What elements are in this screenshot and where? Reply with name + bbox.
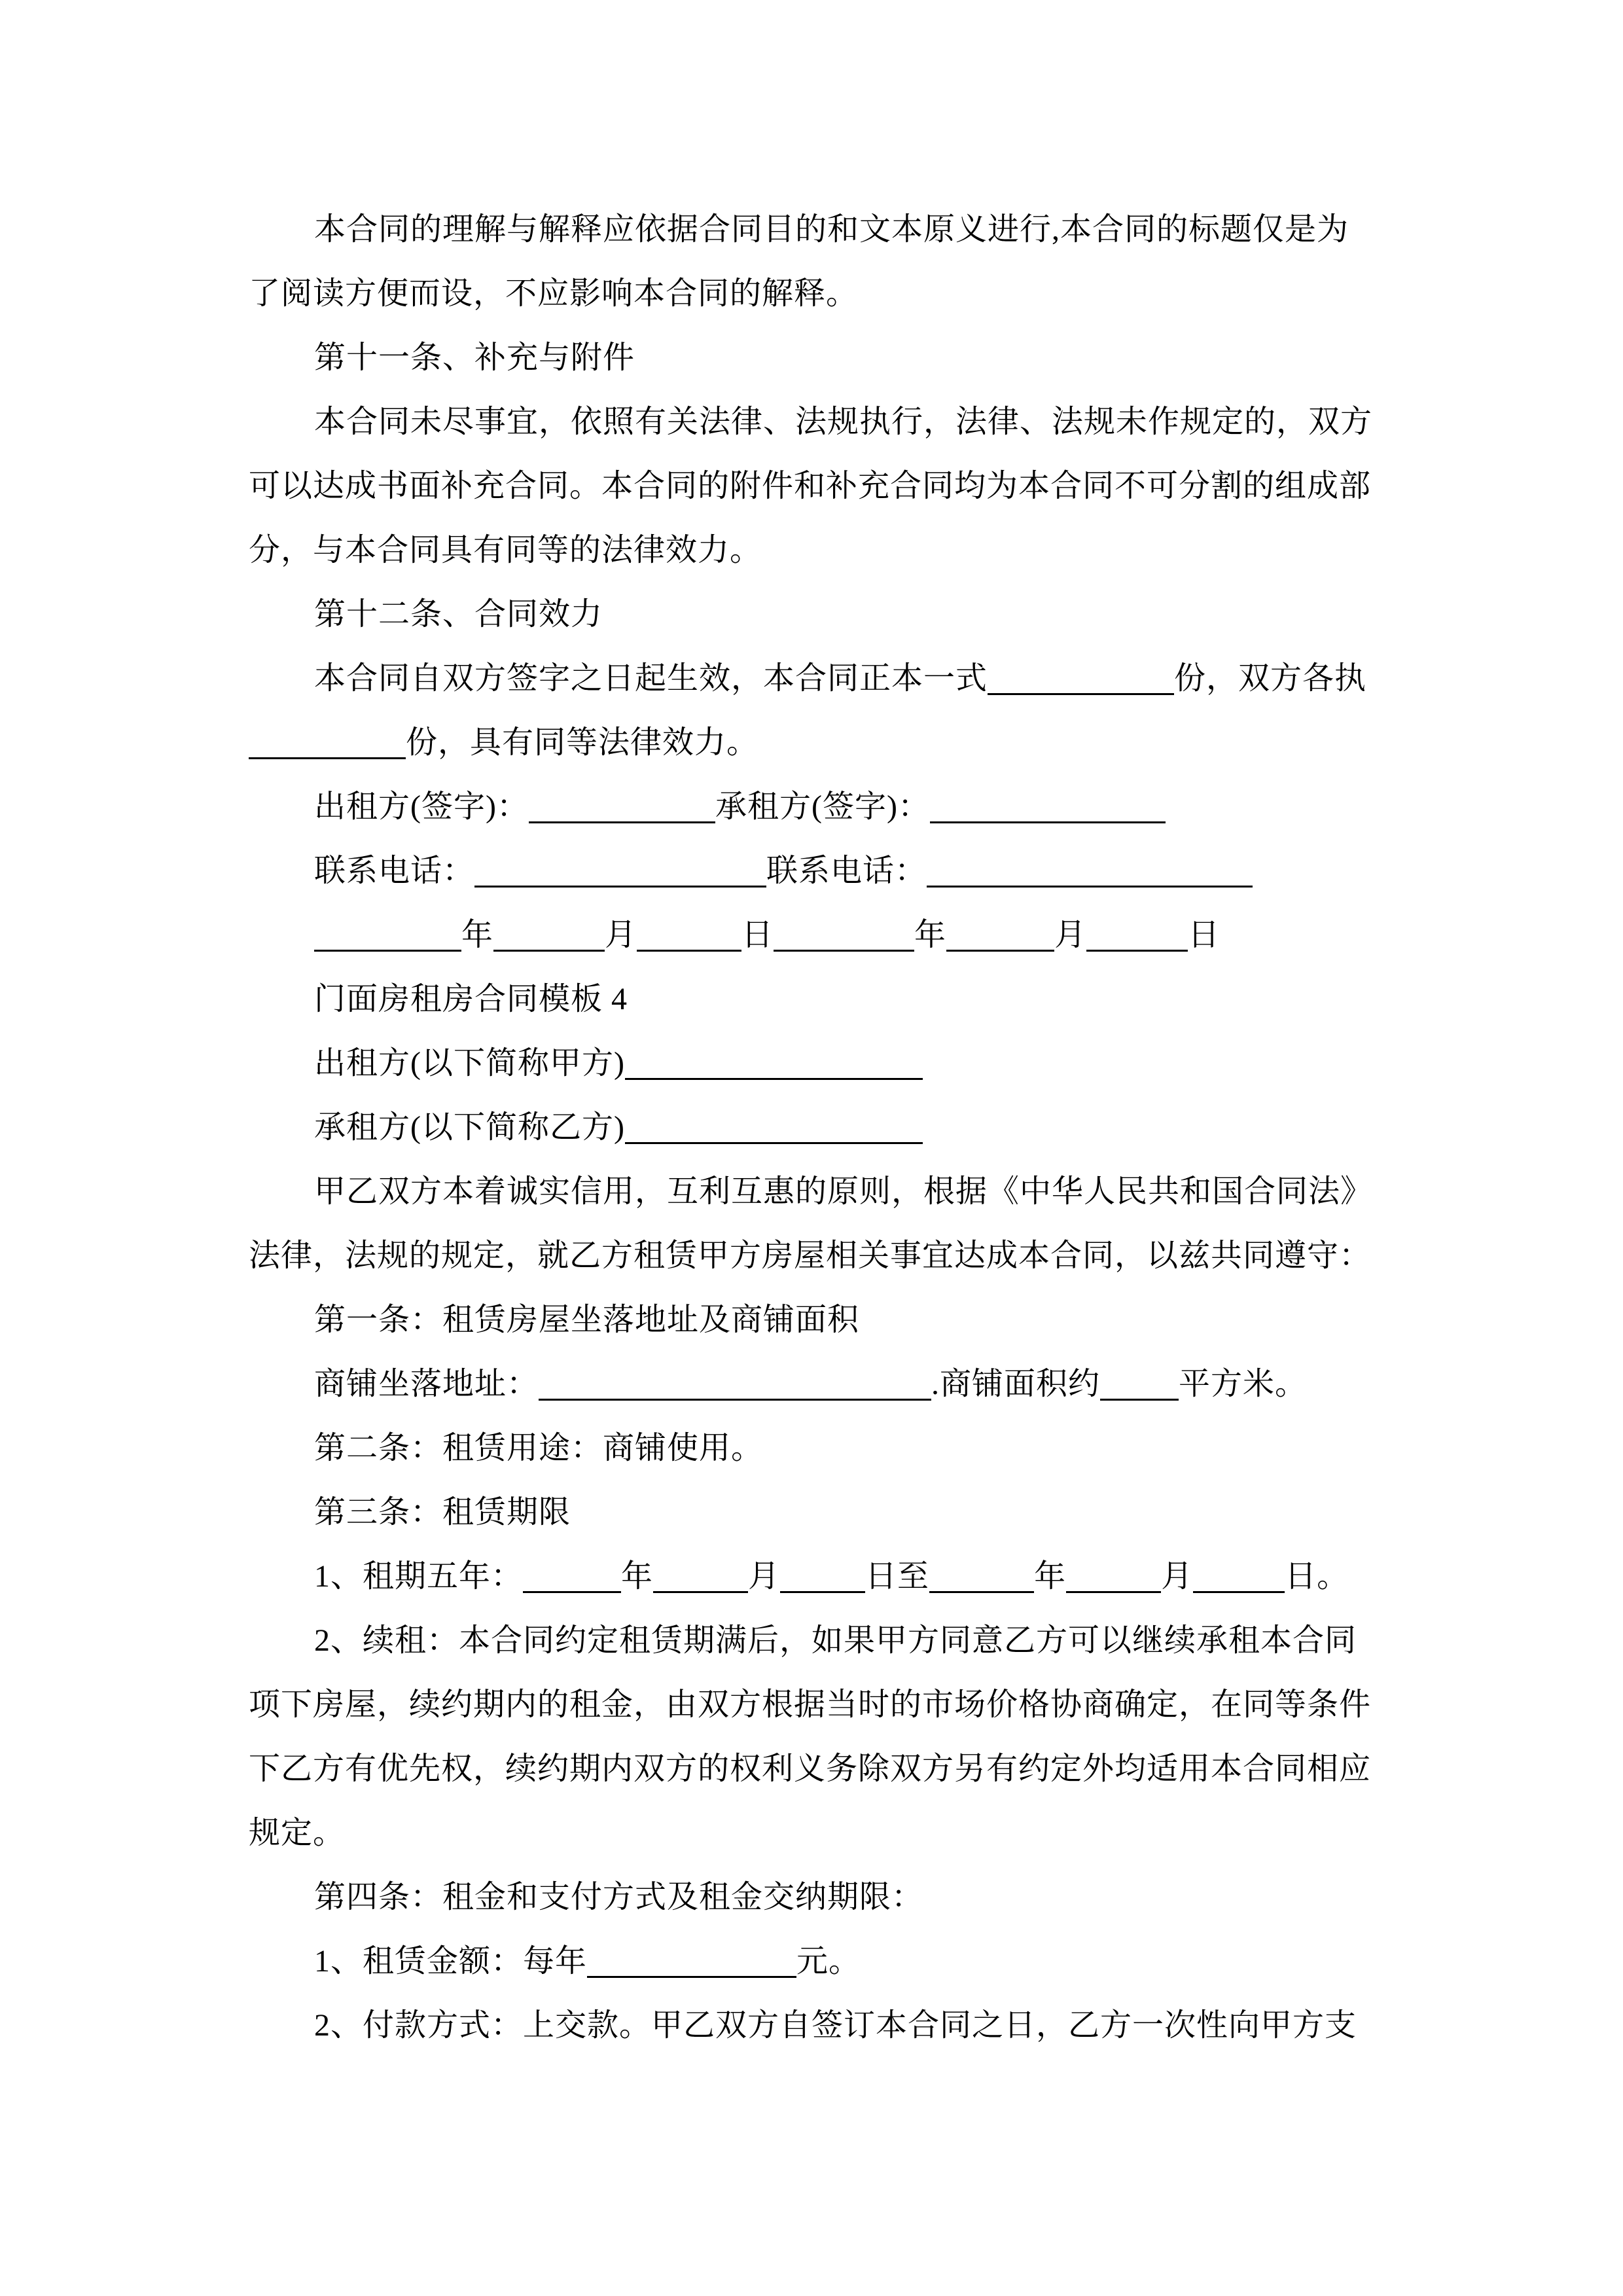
text-run: 甲乙双方本着诚实信用，互利互惠的原则，根据《中华人民共和国合同法》 [314, 1174, 1373, 1209]
text-run: 2、付款方式：上交款。甲乙双方自签订本合同之日，乙方一次性向甲方支 [314, 2008, 1357, 2043]
text-run: 本合同未尽事宜，依照有关法律、法规执行，法律、法规未作规定的，双方 [314, 404, 1373, 439]
text-run: 月 [605, 918, 637, 952]
signature-line [249, 903, 1400, 967]
clause-heading [249, 1288, 1400, 1352]
blank-field [927, 859, 1253, 888]
text-run: 出租方(签字)： [314, 789, 529, 824]
blank-field [1086, 924, 1188, 952]
text-run: 可以达成书面补充合同。本合同的附件和补充合同均为本合同不可分割的组成部 [249, 469, 1372, 503]
text-run: 出租方(以下简称甲方) [314, 1046, 625, 1081]
text-line [249, 198, 1400, 262]
signature-line [249, 839, 1400, 903]
text-run: 法律，法规的规定，就乙方租赁甲方房屋相关事宜达成本合同，以兹共同遵守： [249, 1238, 1372, 1273]
text-run: 月 [1161, 1559, 1194, 1594]
text-line [249, 1673, 1400, 1737]
text-run: 月 [1054, 918, 1087, 952]
blank-field [780, 1565, 865, 1593]
contract-text-block [249, 198, 1400, 2058]
text-run: 了阅读方便而设，不应影响本合同的解释。 [249, 276, 859, 311]
text-run: 日 [741, 918, 774, 952]
text-line [249, 518, 1400, 583]
text-run: 商铺坐落地址： [314, 1367, 539, 1401]
text-line [249, 1929, 1400, 1994]
text-run: 规定。 [249, 1816, 346, 1850]
text-line [249, 454, 1400, 518]
text-line [249, 1609, 1400, 1673]
clause-heading [249, 1416, 1400, 1480]
blank-field [1100, 1372, 1179, 1401]
blank-field [929, 1565, 1034, 1593]
text-run: 项下房屋，续约期内的租金，由双方根据当时的市场价格协商确定，在同等条件 [249, 1687, 1372, 1722]
text-line [249, 647, 1400, 711]
text-run: 份，具有同等法律效力。 [406, 725, 759, 760]
signature-line [249, 775, 1400, 839]
text-line [249, 711, 1400, 775]
text-run: 日 [1188, 918, 1221, 952]
text-run: 月 [748, 1559, 781, 1594]
blank-field [587, 1950, 796, 1978]
text-run: 1、租赁金额：每年 [314, 1944, 588, 1979]
text-run: 年 [1034, 1559, 1067, 1594]
blank-field [529, 795, 715, 823]
blank-field [946, 924, 1054, 952]
blank-field [539, 1372, 931, 1401]
text-run: 第二条：租赁用途：商铺使用。 [314, 1431, 764, 1465]
blank-field [314, 924, 461, 952]
text-run: 元。 [796, 1944, 861, 1979]
blank-field [1193, 1565, 1285, 1593]
text-run: .商铺面积约 [931, 1367, 1101, 1401]
text-run: 第三条：租赁期限 [314, 1495, 571, 1530]
blank-field [523, 1565, 621, 1593]
blank-field [930, 795, 1166, 823]
blank-field [625, 1052, 923, 1080]
blank-field [249, 731, 406, 759]
text-run: 承租方(签字)： [715, 789, 930, 824]
clause-heading [249, 583, 1400, 647]
text-run: 分，与本合同具有同等的法律效力。 [249, 533, 762, 567]
text-line [249, 1801, 1400, 1865]
clause-heading [249, 326, 1400, 390]
text-run: 年 [461, 918, 494, 952]
text-run: 第一条：租赁房屋坐落地址及商铺面积 [314, 1302, 860, 1337]
text-line [249, 1160, 1400, 1224]
text-run: 承租方(以下简称乙方) [314, 1110, 625, 1145]
text-line [249, 1994, 1400, 2058]
text-line [249, 1545, 1400, 1609]
clause-heading [249, 1865, 1400, 1929]
text-run: 第四条：租金和支付方式及租金交纳期限： [314, 1880, 924, 1914]
clause-heading [249, 1480, 1400, 1545]
text-run: 联系电话： [314, 853, 475, 888]
text-run: 年 [914, 918, 947, 952]
blank-field [988, 667, 1174, 695]
text-line [249, 1737, 1400, 1801]
text-run: 第十一条、补充与附件 [314, 340, 635, 375]
text-line [249, 1096, 1400, 1160]
blank-field [653, 1565, 748, 1593]
text-run: 2、续租：本合同约定租赁期满后，如果甲方同意乙方可以继续承租本合同 [314, 1623, 1357, 1658]
text-run: 第十二条、合同效力 [314, 597, 603, 632]
blank-field [774, 924, 914, 952]
text-run: 下乙方有优先权，续约期内双方的权利义务除双方另有约定外均适用本合同相应 [249, 1751, 1372, 1786]
blank-field [474, 859, 766, 888]
text-line [249, 262, 1400, 326]
text-run: 本合同自双方签字之日起生效，本合同正本一式 [314, 661, 988, 696]
text-run: 平方米。 [1179, 1367, 1308, 1401]
blank-field [493, 924, 605, 952]
text-run: 日。 [1285, 1559, 1349, 1594]
text-run: 门面房租房合同模板 4 [314, 982, 628, 1016]
text-run: 日至 [865, 1559, 930, 1594]
blank-field [1066, 1565, 1161, 1593]
text-run: 联系电话： [766, 853, 927, 888]
text-run: 本合同的理解与解释应依据合同目的和文本原义进行,本合同的标题仅是为 [314, 212, 1349, 247]
text-line [249, 1031, 1400, 1096]
text-line [249, 1352, 1400, 1416]
text-line [249, 1224, 1400, 1288]
text-run: 1、租期五年： [314, 1559, 524, 1594]
document-title [249, 967, 1400, 1031]
text-run: 年 [621, 1559, 654, 1594]
blank-field [625, 1116, 923, 1144]
text-line [249, 390, 1400, 454]
text-run: 份，双方各执 [1174, 661, 1367, 696]
blank-field [637, 924, 741, 952]
